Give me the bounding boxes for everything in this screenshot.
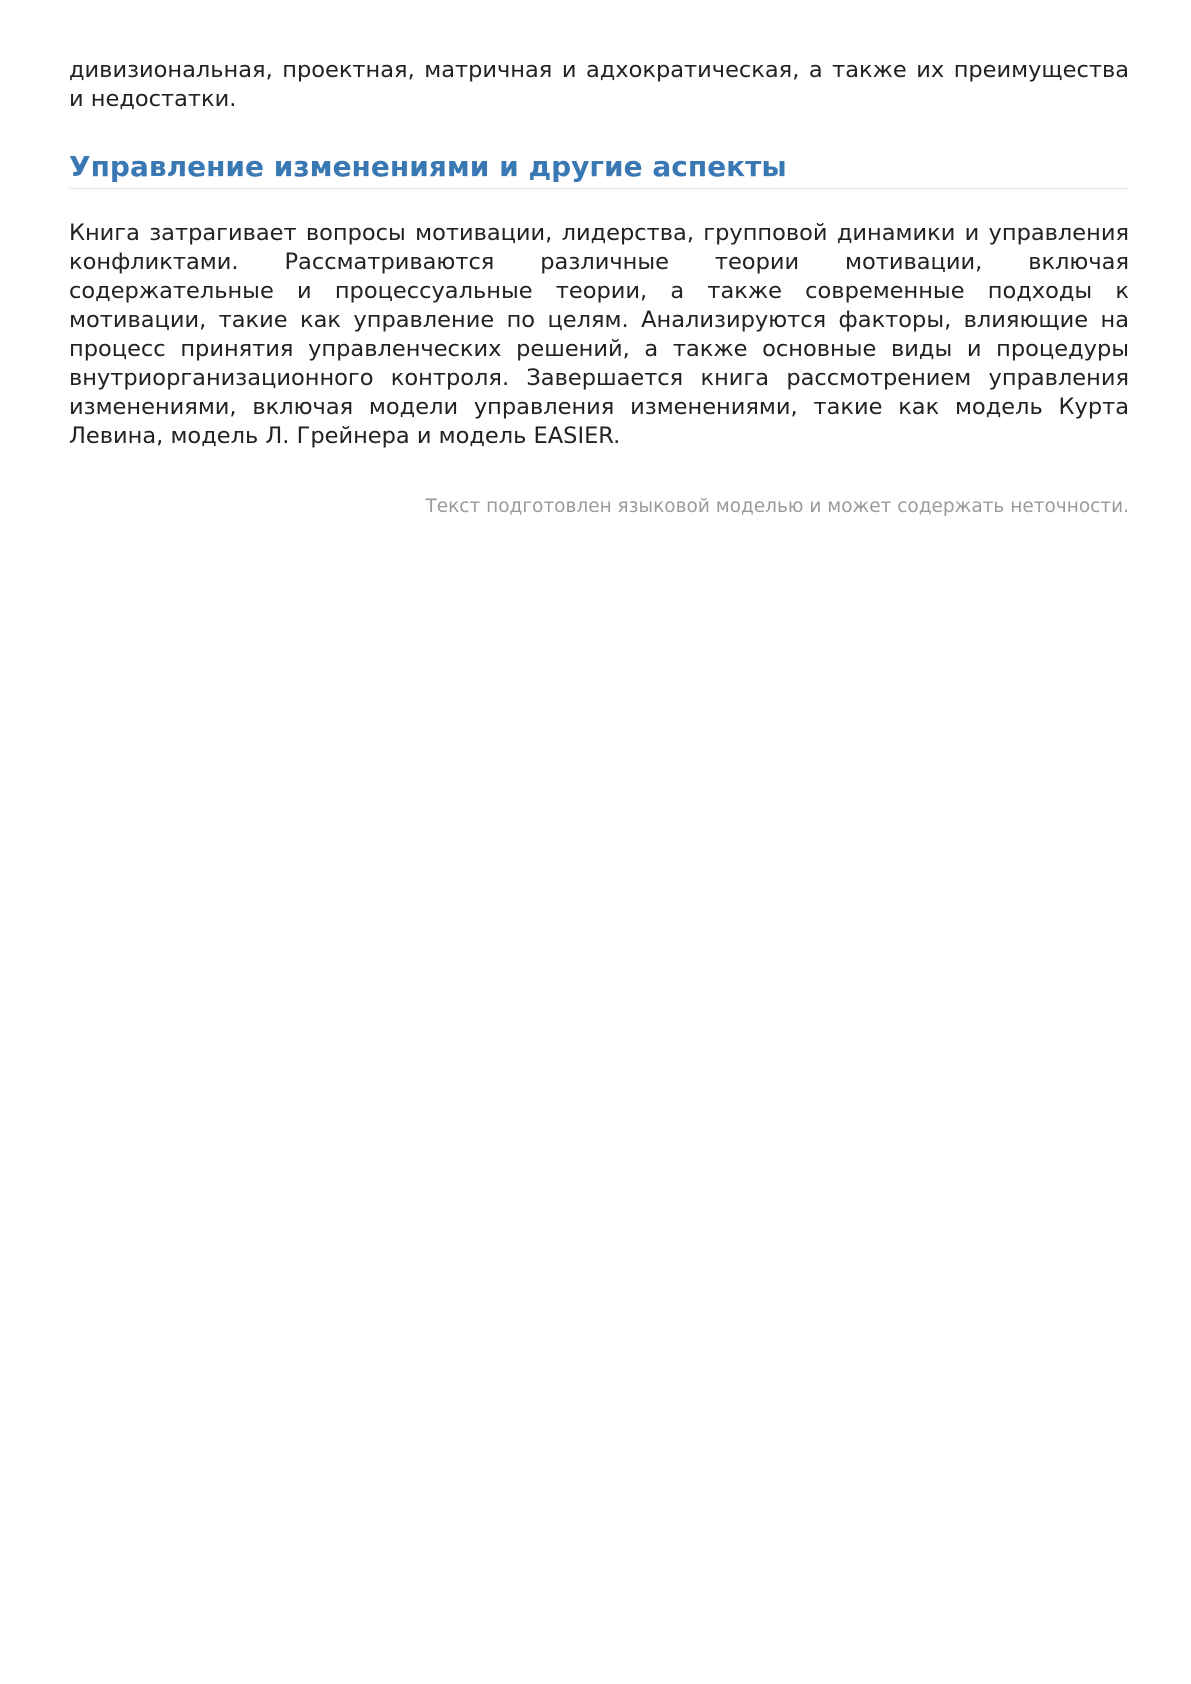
ai-disclaimer-note: Текст подготовлен языковой моделью и может содержать неточности. bbox=[425, 496, 1129, 517]
document-page bbox=[69, 56, 1129, 519]
section-heading: Управление изменениями и другие аспекты bbox=[69, 148, 1129, 189]
intro-continuation-paragraph: дивизиональная, проектная, матричная и адхократическая, а также их преимущества и недостатки. bbox=[69, 57, 1129, 112]
section-body-paragraph: Книга затрагивает вопросы мотивации, лидерства, групповой динамики и управления конфликтами. Рассматриваются различные теории мотивации, включая содержательные и процессуальные теории, а также современные подходы к мотивации, такие как управление по целям. Анализируются факторы, влияющие на процесс принятия управленческих решений, а также основные виды и процедуры внутриорганизационного контроля. Завершается книга рассмотрением управления изменениями, включая модели управления изменениями, такие как модель Курта Левина, модель Л. Грейнера и модель EASIER. bbox=[69, 220, 1129, 449]
